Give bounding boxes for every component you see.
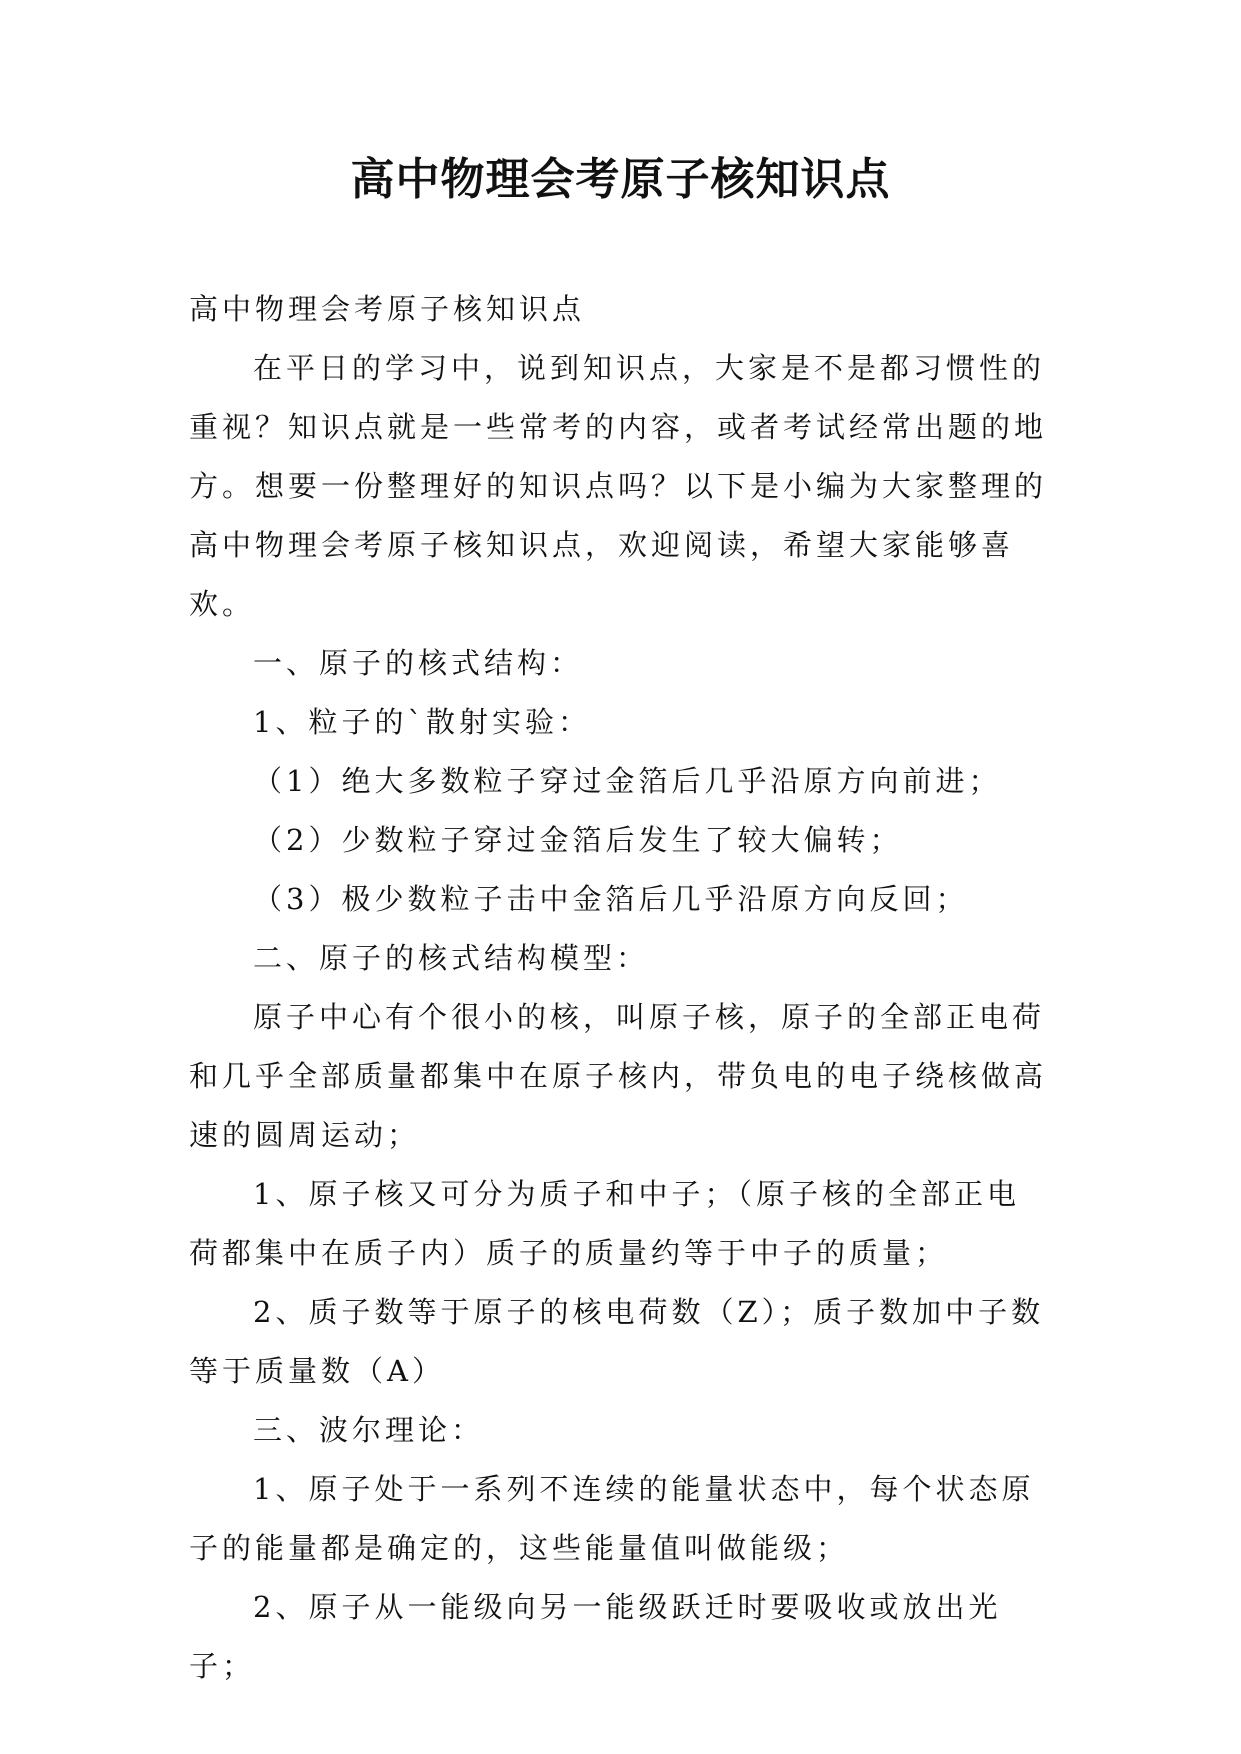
- section-heading-2: 二、原子的核式结构模型：: [253, 941, 650, 975]
- intro-paragraph: 在平日的学习中，说到知识点，大家是不是都习惯性的重视？知识点就是一些常考的内容，或者考试经常出题的地方。想要一份整理好的知识点吗？以下是小编为大家整理的高中物理会考原子核知识点，欢迎阅读，希望大家能够喜欢。: [189, 351, 1048, 621]
- document-body: [189, 280, 1049, 1696]
- list-item: 2、质子数等于原子的核电荷数（Z）；质子数加中子数等于质量数（A）: [189, 1295, 1045, 1388]
- section-heading-1: 一、原子的核式结构：: [253, 646, 584, 680]
- list-item: （1）绝大多数粒子穿过金箔后几乎沿原方向前进；: [253, 764, 1002, 798]
- list-item: 1、原子核又可分为质子和中子；（原子核的全部正电荷都集中在质子内）质子的质量约等于中子的质量；: [189, 1177, 1020, 1270]
- section-heading-3: 三、波尔理论：: [253, 1413, 485, 1447]
- document-title: 高中物理会考原子核知识点: [350, 154, 891, 205]
- list-item: 1、粒子的`散射实验：: [253, 705, 591, 739]
- list-item: （3）极少数粒子击中金箔后几乎沿原方向反回；: [253, 882, 969, 916]
- list-item: 1、原子处于一系列不连续的能量状态中，每个状态原子的能量都是确定的，这些能量值叫做能级；: [189, 1472, 1035, 1565]
- subtitle-paragraph: 高中物理会考原子核知识点: [189, 292, 586, 326]
- body-paragraph: 原子中心有个很小的核，叫原子核，原子的全部正电荷和几乎全部质量都集中在原子核内，带负电的电子绕核做高速的圆周运动；: [189, 1000, 1048, 1152]
- list-item: （2）少数粒子穿过金箔后发生了较大偏转；: [253, 823, 903, 857]
- list-item: 2、原子从一能级向另一能级跃迁时要吸收或放出光子；: [189, 1590, 1002, 1683]
